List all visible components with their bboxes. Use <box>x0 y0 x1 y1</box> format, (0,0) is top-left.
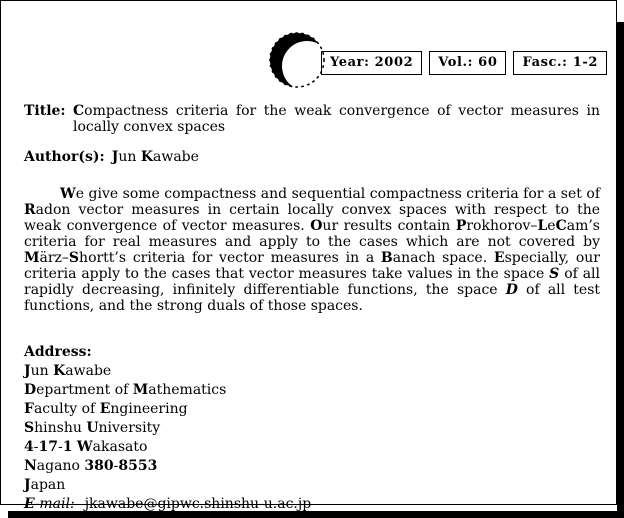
abstract-segment: of all rapidly decreasing, infinitely differentiable functions, the space <box>24 266 600 298</box>
issue-badges <box>321 51 607 75</box>
email-label: E-mail: <box>24 496 75 512</box>
address-line: Nagano 380-8553 <box>24 458 158 474</box>
crescent-moon-icon <box>268 31 326 89</box>
page-header <box>1 1 616 97</box>
paper-title: Compactness criteria for the weak convergence of vector measures in locally convex spaces <box>73 103 600 135</box>
year-badge: Year: 2002 <box>321 51 422 75</box>
abstract-text <box>24 186 600 314</box>
volume-badge: Vol.: 60 <box>429 51 506 75</box>
title-row <box>24 103 600 135</box>
address-lines <box>24 362 600 495</box>
address-line: Shinshu University <box>24 420 161 436</box>
address-line: 4-17-1 Wakasato <box>24 439 148 455</box>
author-row <box>24 149 600 165</box>
math-symbol: S <box>549 266 560 282</box>
abstract-segment: We give some compactness and sequential compactness criteria for a set of Radon vector measures in certain locally convex spaces with respect to the weak convergence of vector measures. Our results contain Prokhorov–LeCam’s criteria for real measures and apply to the cases which are not covered by März–Shortt’s criteria for vector measures in a Banach space. Especially, our criteria apply to the cases that vector measures take values in the space <box>24 186 600 282</box>
email-row <box>24 495 600 514</box>
address-line: Faculty of Engineering <box>24 401 188 417</box>
math-symbol: D <box>505 282 518 298</box>
address-line: Department of Mathematics <box>24 382 227 398</box>
fascicle-badge: Fasc.: 1-2 <box>513 51 607 75</box>
page-shadow-right <box>617 22 624 518</box>
address-block <box>24 343 600 514</box>
address-line: Japan <box>24 477 66 493</box>
email-address: jkawabe@gipwc.shinshu-u.ac.jp <box>84 496 312 512</box>
abstract-segment: of all test functions, and the strong duals of those spaces. <box>24 282 601 314</box>
address-line: Jun Kawabe <box>24 363 112 379</box>
title-label: Title: <box>24 103 66 119</box>
authors-label: Author(s): <box>24 149 105 165</box>
address-label: Address: <box>24 344 92 360</box>
author-name: Jun Kawabe <box>111 149 199 165</box>
